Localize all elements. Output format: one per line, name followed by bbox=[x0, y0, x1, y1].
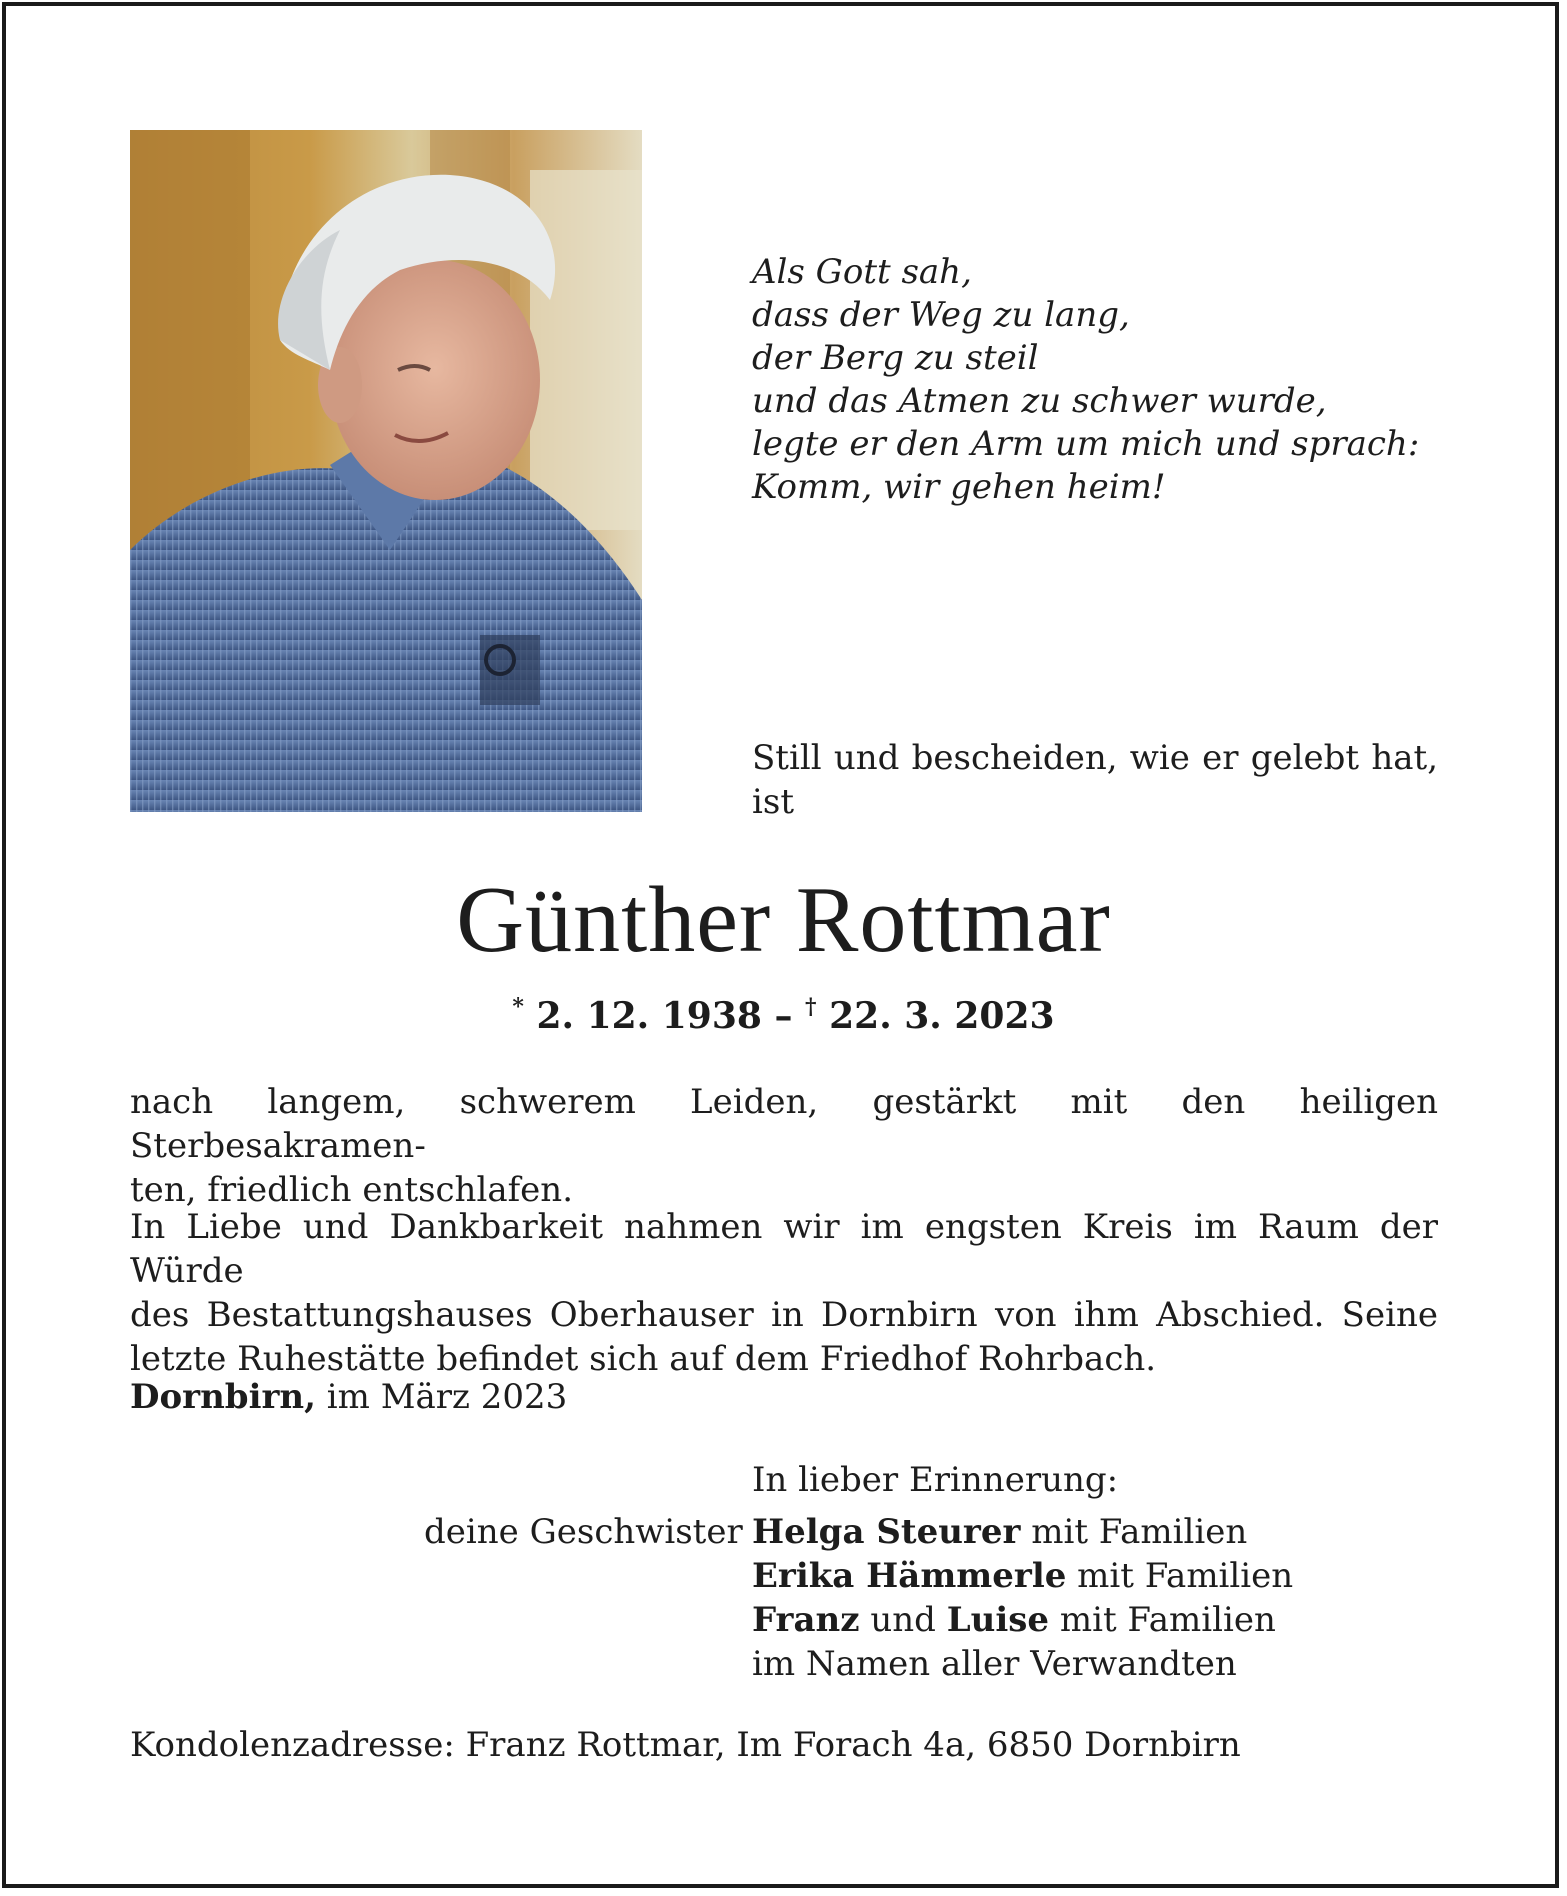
poem-line: der Berg zu steil bbox=[752, 338, 1039, 378]
signatory-line bbox=[752, 1510, 1293, 1554]
portrait-photo bbox=[130, 130, 642, 812]
signatory-name: Luise bbox=[946, 1600, 1050, 1640]
signatory-name: Erika Hämmerle bbox=[752, 1556, 1067, 1596]
paragraph-line: ten, friedlich entschlafen. bbox=[130, 1170, 574, 1210]
paragraph-line: nach langem, schwerem Leiden, gestärkt mit den heiligen Sterbesakramen- bbox=[130, 1082, 1438, 1166]
deceased-name: Günther Rottmar bbox=[456, 868, 1111, 972]
signatory-suffix: mit Familien bbox=[1049, 1600, 1276, 1640]
signature-relation: deine Geschwister bbox=[424, 1512, 743, 1552]
farewell-paragraph bbox=[130, 1205, 1438, 1381]
death-notice-paragraph bbox=[130, 1080, 1438, 1212]
birth-symbol: * bbox=[512, 994, 524, 1020]
intro-line: Still und bescheiden, wie er gelebt hat, bbox=[752, 738, 1438, 778]
poem-line: dass der Weg zu lang, bbox=[752, 295, 1130, 335]
birth-date: 2. 12. 1938 bbox=[536, 995, 762, 1037]
signatory-name: Franz bbox=[752, 1600, 860, 1640]
signature-heading: In lieber Erinnerung: bbox=[752, 1460, 1119, 1500]
signatory-name: Helga Steurer bbox=[752, 1512, 1021, 1552]
paragraph-line: letzte Ruhestätte befindet sich auf dem Friedhof Rohrbach. bbox=[130, 1339, 1157, 1379]
poem-line: Komm, wir gehen heim! bbox=[752, 467, 1166, 507]
death-symbol: † bbox=[805, 994, 817, 1020]
signature-closing: im Namen aller Verwandten bbox=[752, 1644, 1237, 1684]
intro-line: ist bbox=[752, 782, 794, 822]
intro-text bbox=[752, 736, 1438, 824]
poem-line: Als Gott sah, bbox=[752, 252, 972, 292]
signatory-joiner: und bbox=[859, 1600, 947, 1640]
poem bbox=[752, 251, 1452, 509]
signatory-line bbox=[752, 1598, 1293, 1642]
life-dates bbox=[0, 994, 1567, 1038]
condolence-address: Kondolenzadresse: Franz Rottmar, Im Forach 4a, 6850 Dornbirn bbox=[130, 1725, 1241, 1765]
signature-list bbox=[752, 1510, 1293, 1686]
portrait-image bbox=[130, 130, 642, 812]
signatory-suffix: mit Familien bbox=[1020, 1512, 1248, 1552]
place-date bbox=[130, 1375, 567, 1419]
place: Dornbirn, bbox=[130, 1377, 316, 1417]
signatory-line bbox=[752, 1554, 1293, 1598]
paragraph-line: des Bestattungshauses Oberhauser in Dornbirn von ihm Abschied. Seine bbox=[130, 1295, 1438, 1335]
death-date: 22. 3. 2023 bbox=[829, 995, 1055, 1037]
poem-line: legte er den Arm um mich und sprach: bbox=[752, 424, 1420, 464]
date: im März 2023 bbox=[315, 1377, 568, 1417]
poem-line: und das Atmen zu schwer wurde, bbox=[752, 381, 1327, 421]
signatory-suffix: mit Familien bbox=[1066, 1556, 1294, 1596]
paragraph-line: In Liebe und Dankbarkeit nahmen wir im engsten Kreis im Raum der Würde bbox=[130, 1207, 1438, 1291]
date-separator: – bbox=[761, 995, 806, 1037]
